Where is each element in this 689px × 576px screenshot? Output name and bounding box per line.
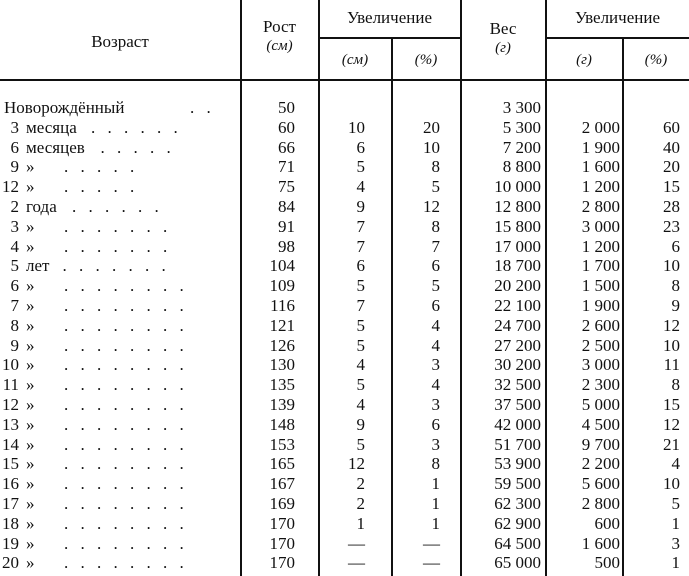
weight-increase-g: 4 500 bbox=[581, 414, 620, 434]
height-value: 130 bbox=[269, 355, 295, 375]
height-value: 167 bbox=[269, 474, 295, 494]
weight-increase-pct: 3 bbox=[671, 533, 680, 553]
height-value: 170 bbox=[269, 513, 295, 533]
age-label: Новорождённый bbox=[4, 98, 125, 117]
age-leader-dots: . . . . . . . . bbox=[64, 533, 188, 553]
age-label: месяцев bbox=[26, 137, 85, 157]
weight-increase-g: 2 800 bbox=[581, 197, 620, 216]
weight-value: 51 700 bbox=[494, 434, 541, 454]
weight-increase-g: 1 600 bbox=[581, 533, 620, 553]
height-increase-pct: 4 bbox=[431, 375, 440, 395]
age-leader-dots: . . . . . . bbox=[72, 197, 163, 216]
table-row bbox=[0, 435, 689, 455]
age-leader-dots: . . . . . . . . bbox=[64, 513, 188, 533]
weight-increase-g: 3 000 bbox=[581, 216, 620, 236]
height-increase-cm: 7 bbox=[356, 236, 365, 256]
height-increase-pct: 20 bbox=[423, 117, 440, 137]
weight-increase-pct: 20 bbox=[663, 157, 680, 177]
age-leader-dots: . . . . . . . . bbox=[64, 296, 188, 315]
table-row bbox=[0, 98, 689, 118]
weight-value: 20 200 bbox=[494, 276, 541, 296]
height-value: 126 bbox=[269, 335, 295, 355]
age-number: 7 bbox=[10, 296, 19, 315]
height-increase-cm: 4 bbox=[356, 355, 365, 375]
weight-increase-pct: 21 bbox=[663, 434, 680, 454]
height-increase-pct: 6 bbox=[431, 414, 440, 434]
age-number: 6 bbox=[10, 276, 19, 296]
height-value: 116 bbox=[270, 296, 295, 315]
age-label: » bbox=[26, 434, 35, 454]
weight-value: 8 800 bbox=[502, 157, 541, 177]
table-row bbox=[0, 197, 689, 217]
height-value: 165 bbox=[269, 454, 295, 474]
header-height-unit: (см) bbox=[266, 38, 293, 54]
weight-increase-pct: 1 bbox=[671, 553, 680, 573]
age-leader-dots: . . . . . . . . bbox=[64, 553, 188, 573]
age-number: 16 bbox=[2, 474, 19, 494]
height-increase-pct: — bbox=[423, 533, 440, 553]
age-leader-dots: . . . . . . . . bbox=[64, 494, 188, 513]
weight-increase-pct: 5 bbox=[671, 494, 680, 513]
weight-increase-pct: 23 bbox=[663, 216, 680, 236]
age-leader-dots: . . . . . . . . bbox=[64, 454, 188, 474]
height-increase-pct: 4 bbox=[431, 335, 440, 355]
height-value: 139 bbox=[269, 395, 295, 414]
height-increase-pct: 5 bbox=[431, 177, 440, 197]
age-leader-dots: . . . . . . . . bbox=[64, 414, 188, 434]
height-increase-pct: 8 bbox=[431, 157, 440, 177]
table-row bbox=[0, 276, 689, 296]
table-row bbox=[0, 534, 689, 554]
weight-increase-g: 2 300 bbox=[581, 375, 620, 395]
age-label: » bbox=[26, 375, 35, 395]
table-row bbox=[0, 177, 689, 197]
height-increase-cm: — bbox=[348, 553, 365, 573]
age-leader-dots: . . . . . . . . bbox=[64, 395, 188, 414]
age-number: 4 bbox=[10, 236, 19, 256]
height-value: 148 bbox=[269, 414, 295, 434]
table-row bbox=[0, 138, 689, 158]
weight-increase-pct: 15 bbox=[663, 395, 680, 414]
age-label: » bbox=[26, 296, 35, 315]
weight-value: 27 200 bbox=[494, 335, 541, 355]
table-row bbox=[0, 256, 689, 276]
height-increase-cm: 2 bbox=[356, 474, 365, 494]
weight-increase-pct: 40 bbox=[663, 137, 680, 157]
header-age: Возраст bbox=[91, 32, 149, 51]
height-increase-cm: 4 bbox=[356, 177, 365, 197]
age-label: » bbox=[26, 454, 35, 474]
height-increase-cm: 6 bbox=[356, 256, 365, 276]
height-increase-pct: 6 bbox=[431, 296, 440, 315]
height-increase-pct: 8 bbox=[431, 216, 440, 236]
age-number: 13 bbox=[2, 414, 19, 434]
height-increase-pct: 3 bbox=[431, 434, 440, 454]
table-row bbox=[0, 157, 689, 177]
weight-value: 53 900 bbox=[494, 454, 541, 474]
weight-value: 59 500 bbox=[494, 474, 541, 494]
age-label: » bbox=[26, 553, 35, 573]
weight-increase-pct: 4 bbox=[671, 454, 680, 474]
age-label: » bbox=[26, 513, 35, 533]
header-height-increase-pct: (%) bbox=[414, 52, 438, 68]
age-label: » bbox=[26, 177, 35, 197]
height-increase-pct: 1 bbox=[431, 494, 440, 513]
weight-value: 18 700 bbox=[494, 256, 541, 276]
height-increase-cm: 9 bbox=[356, 414, 365, 434]
weight-increase-g: 1 500 bbox=[581, 276, 620, 296]
weight-value: 22 100 bbox=[494, 296, 541, 315]
table-row bbox=[0, 336, 689, 356]
age-leader-dots: . . . . . . . . bbox=[64, 355, 188, 375]
age-number: 8 bbox=[10, 315, 19, 335]
weight-increase-pct: 10 bbox=[663, 335, 680, 355]
height-increase-pct: 6 bbox=[431, 256, 440, 276]
weight-increase-g: 1 900 bbox=[581, 296, 620, 315]
height-increase-cm: 2 bbox=[356, 494, 365, 513]
height-value: 169 bbox=[269, 494, 295, 513]
table-row bbox=[0, 217, 689, 237]
age-leader-dots: . . . . . . . bbox=[64, 236, 172, 256]
height-increase-cm: 10 bbox=[348, 117, 365, 137]
weight-increase-g: 5 600 bbox=[581, 474, 620, 494]
weight-increase-pct: 12 bbox=[663, 315, 680, 335]
height-increase-cm: 5 bbox=[356, 315, 365, 335]
weight-increase-g: 1 600 bbox=[581, 157, 620, 177]
height-value: 75 bbox=[278, 177, 295, 197]
weight-value: 64 500 bbox=[494, 533, 541, 553]
age-number: 14 bbox=[2, 434, 19, 454]
weight-value: 12 800 bbox=[494, 197, 541, 216]
age-number: 12 bbox=[2, 177, 19, 197]
table-row bbox=[0, 316, 689, 336]
weight-increase-g: 600 bbox=[594, 513, 620, 533]
age-number: 11 bbox=[2, 375, 19, 395]
table-row bbox=[0, 474, 689, 494]
age-number: 3 bbox=[10, 216, 19, 236]
age-number: 6 bbox=[10, 137, 19, 157]
weight-increase-pct: 8 bbox=[671, 276, 680, 296]
height-increase-cm: 6 bbox=[356, 137, 365, 157]
height-increase-pct: 4 bbox=[431, 315, 440, 335]
header-height: Рост bbox=[263, 17, 296, 36]
age-label: месяца bbox=[26, 117, 77, 137]
table-row bbox=[0, 296, 689, 316]
height-value: 104 bbox=[269, 256, 295, 276]
weight-increase-g: 500 bbox=[594, 553, 620, 573]
height-increase-pct: 3 bbox=[431, 395, 440, 414]
age-leader-dots: . . . . . bbox=[64, 157, 139, 177]
header-weight-unit: (г) bbox=[495, 40, 511, 56]
header-weight-increase: Увеличение bbox=[574, 8, 660, 27]
age-number: 9 bbox=[10, 157, 19, 177]
table-row bbox=[0, 454, 689, 474]
height-increase-cm: 5 bbox=[356, 375, 365, 395]
weight-increase-g: 9 700 bbox=[581, 434, 620, 454]
weight-increase-g: 5 000 bbox=[581, 395, 620, 414]
age-number: 17 bbox=[2, 494, 19, 513]
age-label: » bbox=[26, 414, 35, 434]
age-label: » bbox=[26, 533, 35, 553]
height-value: 98 bbox=[278, 236, 295, 256]
table-row bbox=[0, 237, 689, 257]
height-value: 71 bbox=[278, 157, 295, 177]
age-label: » bbox=[26, 474, 35, 494]
age-leader-dots: . . . . . bbox=[100, 137, 175, 157]
height-increase-cm: 5 bbox=[356, 335, 365, 355]
weight-value: 17 000 bbox=[494, 236, 541, 256]
weight-increase-g: 2 200 bbox=[581, 454, 620, 474]
age-label: » bbox=[26, 395, 35, 414]
age-label: года bbox=[26, 197, 57, 216]
age-number: 12 bbox=[2, 395, 19, 414]
age-label: лет bbox=[26, 256, 50, 276]
weight-increase-pct: 1 bbox=[671, 513, 680, 533]
weight-increase-g: 3 000 bbox=[581, 355, 620, 375]
age-number: 15 bbox=[2, 454, 19, 474]
height-value: 84 bbox=[278, 197, 295, 216]
weight-increase-pct: 10 bbox=[663, 474, 680, 494]
weight-value: 37 500 bbox=[494, 395, 541, 414]
weight-increase-pct: 15 bbox=[663, 177, 680, 197]
height-increase-cm: 1 bbox=[356, 513, 365, 533]
rule-weight-increase-sub bbox=[545, 37, 689, 39]
rule-height-increase-sub bbox=[318, 37, 461, 39]
age-leader-dots: . . . . . . . . bbox=[64, 434, 188, 454]
age-number: 20 bbox=[2, 553, 19, 573]
age-leader-dots: . . . . . . . bbox=[62, 256, 170, 276]
age-leader-dots: . . . . . bbox=[64, 177, 139, 197]
weight-value: 7 200 bbox=[502, 137, 541, 157]
height-increase-pct: 12 bbox=[423, 197, 440, 216]
weight-increase-g: 1 200 bbox=[581, 236, 620, 256]
header-height-increase-cm: (см) bbox=[341, 52, 369, 68]
age-leader-dots: . . . . . . . . bbox=[64, 276, 188, 296]
height-increase-cm: 5 bbox=[356, 434, 365, 454]
weight-increase-pct: 6 bbox=[671, 236, 680, 256]
height-increase-pct: 7 bbox=[431, 236, 440, 256]
age-label: » bbox=[26, 276, 35, 296]
weight-increase-g: 2 000 bbox=[581, 117, 620, 137]
height-increase-cm: 7 bbox=[356, 216, 365, 236]
age-number: 10 bbox=[2, 355, 19, 375]
weight-increase-pct: 8 bbox=[671, 375, 680, 395]
weight-value: 10 000 bbox=[494, 177, 541, 197]
header-weight-increase-pct: (%) bbox=[644, 52, 668, 68]
age-leader-dots: . . . . . . bbox=[91, 117, 182, 137]
height-increase-pct: — bbox=[423, 553, 440, 573]
height-increase-pct: 1 bbox=[431, 513, 440, 533]
height-value: 50 bbox=[278, 98, 295, 117]
height-value: 60 bbox=[278, 117, 295, 137]
height-increase-pct: 5 bbox=[431, 276, 440, 296]
weight-increase-pct: 9 bbox=[671, 296, 680, 315]
age-leader-dots: . . . . . . . . bbox=[64, 474, 188, 494]
weight-value: 32 500 bbox=[494, 375, 541, 395]
height-value: 109 bbox=[269, 276, 295, 296]
weight-increase-g: 1 900 bbox=[581, 137, 620, 157]
age-leader-dots: . . bbox=[190, 98, 215, 117]
height-increase-cm: 9 bbox=[356, 197, 365, 216]
weight-increase-g: 2 600 bbox=[581, 315, 620, 335]
header-weight-increase-g: (г) bbox=[576, 52, 592, 68]
table-row bbox=[0, 355, 689, 375]
age-leader-dots: . . . . . . . . bbox=[64, 315, 188, 335]
weight-increase-g: 1 200 bbox=[581, 177, 620, 197]
header-weight: Вес bbox=[489, 19, 517, 38]
weight-value: 5 300 bbox=[502, 117, 541, 137]
age-number: 18 bbox=[2, 513, 19, 533]
age-label: » bbox=[26, 355, 35, 375]
weight-value: 62 300 bbox=[494, 494, 541, 513]
height-increase-cm: 5 bbox=[356, 157, 365, 177]
table-row bbox=[0, 553, 689, 573]
age-label: » bbox=[26, 335, 35, 355]
height-value: 66 bbox=[278, 137, 295, 157]
height-value: 135 bbox=[269, 375, 295, 395]
height-increase-pct: 8 bbox=[431, 454, 440, 474]
age-number: 19 bbox=[2, 533, 19, 553]
table-row bbox=[0, 375, 689, 395]
height-increase-pct: 3 bbox=[431, 355, 440, 375]
weight-value: 42 000 bbox=[494, 414, 541, 434]
age-number: 3 bbox=[10, 117, 19, 137]
rule-header-bottom bbox=[0, 79, 689, 81]
table-row bbox=[0, 415, 689, 435]
weight-value: 30 200 bbox=[494, 355, 541, 375]
age-label: » bbox=[26, 236, 35, 256]
age-number: 5 bbox=[10, 256, 19, 276]
height-increase-cm: 12 bbox=[348, 454, 365, 474]
weight-increase-g: 2 800 bbox=[581, 494, 620, 513]
age-label: » bbox=[26, 216, 35, 236]
weight-increase-pct: 11 bbox=[663, 355, 680, 375]
age-number: 2 bbox=[10, 197, 19, 216]
height-increase-pct: 1 bbox=[431, 474, 440, 494]
height-value: 91 bbox=[278, 216, 295, 236]
height-value: 170 bbox=[269, 553, 295, 573]
age-label: » bbox=[26, 494, 35, 513]
table-row bbox=[0, 395, 689, 415]
height-increase-pct: 10 bbox=[423, 137, 440, 157]
weight-increase-g: 1 700 bbox=[581, 256, 620, 276]
weight-value: 65 000 bbox=[494, 553, 541, 573]
age-leader-dots: . . . . . . . . bbox=[64, 375, 188, 395]
table-row bbox=[0, 514, 689, 534]
table-row bbox=[0, 494, 689, 514]
weight-value: 62 900 bbox=[494, 513, 541, 533]
height-value: 153 bbox=[269, 434, 295, 454]
weight-value: 3 300 bbox=[502, 98, 541, 117]
height-value: 121 bbox=[269, 315, 295, 335]
height-value: 170 bbox=[269, 533, 295, 553]
height-increase-cm: 4 bbox=[356, 395, 365, 414]
weight-increase-pct: 12 bbox=[663, 414, 680, 434]
age-number: 9 bbox=[10, 335, 19, 355]
height-increase-cm: 7 bbox=[356, 296, 365, 315]
table-row bbox=[0, 118, 689, 138]
age-leader-dots: . . . . . . . bbox=[64, 216, 172, 236]
age-label: » bbox=[26, 157, 35, 177]
weight-increase-pct: 28 bbox=[663, 197, 680, 216]
weight-value: 15 800 bbox=[494, 216, 541, 236]
weight-increase-pct: 60 bbox=[663, 117, 680, 137]
header-height-increase: Увеличение bbox=[346, 8, 432, 27]
height-increase-cm: — bbox=[348, 533, 365, 553]
weight-increase-pct: 10 bbox=[663, 256, 680, 276]
weight-value: 24 700 bbox=[494, 315, 541, 335]
height-increase-cm: 5 bbox=[356, 276, 365, 296]
age-label: » bbox=[26, 315, 35, 335]
weight-increase-g: 2 500 bbox=[581, 335, 620, 355]
age-leader-dots: . . . . . . . . bbox=[64, 335, 188, 355]
